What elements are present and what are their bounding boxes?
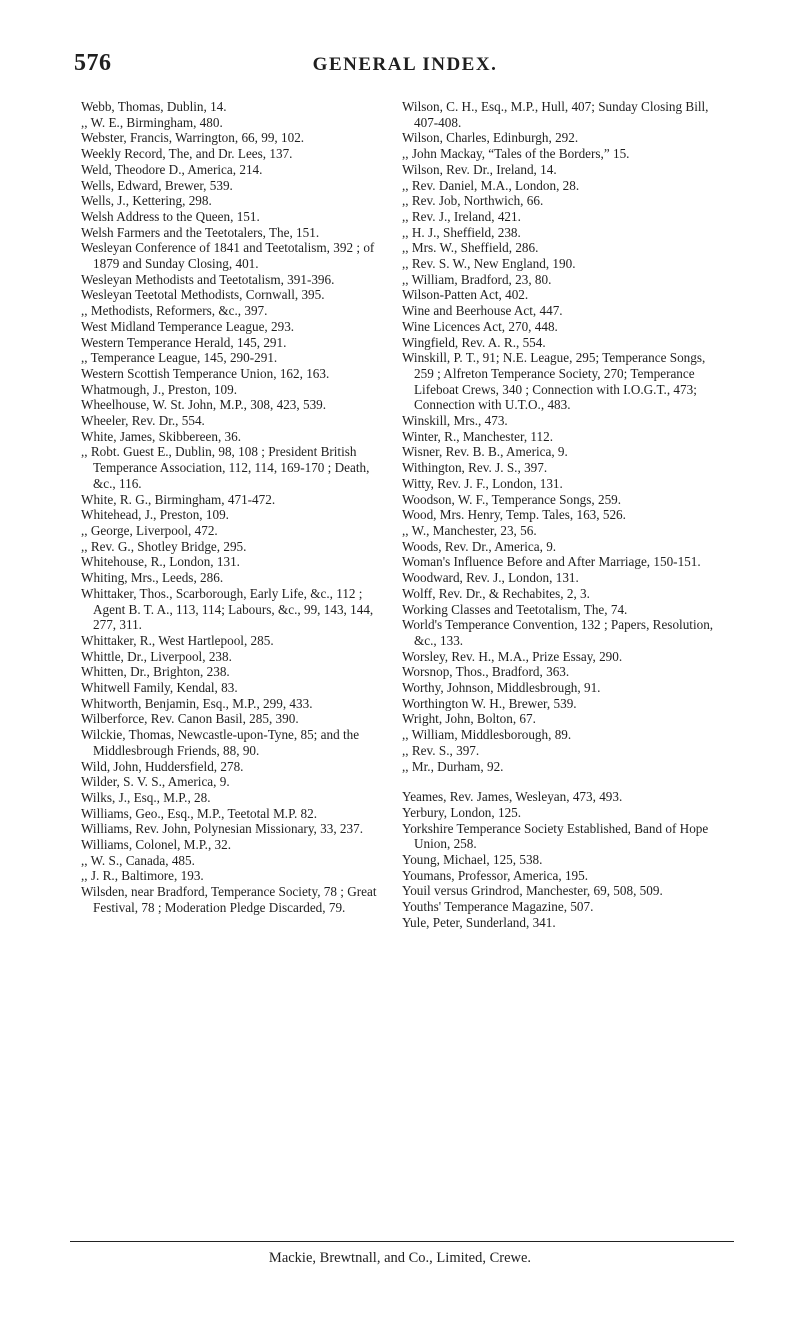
- index-entry: Yule, Peter, Sunderland, 341.: [402, 914, 556, 930]
- index-subentry: ,, John Mackay, “Tales of the Borders,” 15.: [402, 146, 630, 162]
- index-entry: Wilckie, Thomas, Newcastle-upon-Tyne, 85; and the Middlesbrough Friends, 88, 90.: [81, 727, 360, 758]
- index-entry: Whittaker, R., West Hartlepool, 285.: [81, 632, 274, 648]
- index-subentry: ,, W., Manchester, 23, 56.: [402, 522, 537, 538]
- index-entry: Wheeler, Rev. Dr., 554.: [81, 413, 205, 429]
- index-entry: Wilks, J., Esq., M.P., 28.: [81, 789, 211, 805]
- index-entry: Wesleyan Teetotal Methodists, Cornwall, 395.: [81, 287, 325, 303]
- index-entry: Youmans, Professor, America, 195.: [402, 867, 589, 883]
- index-subentry: ,, Rev. J., Ireland, 421.: [402, 208, 521, 224]
- index-subentry: ,, Rev. Job, Northwich, 66.: [402, 193, 544, 209]
- index-entry: World's Temperance Convention, 132 ; Papers, Resolution, &c., 133.: [402, 617, 714, 648]
- index-subentry: ,, Rev. S. W., New England, 190.: [402, 256, 576, 272]
- index-entry: Worthington W. H., Brewer, 539.: [402, 695, 577, 711]
- index-entry: Wesleyan Conference of 1841 and Teetotalism, 392 ; of 1879 and Sunday Closing, 401.: [81, 240, 375, 272]
- index-entry: Welsh Address to the Queen, 151.: [81, 208, 260, 224]
- index-entry: Wood, Mrs. Henry, Temp. Tales, 163, 526.: [402, 507, 626, 523]
- index-entry: Yeames, Rev. James, Wesleyan, 473, 493.: [402, 789, 623, 805]
- index-entry: Wilberforce, Rev. Canon Basil, 285, 390.: [81, 711, 299, 727]
- index-entry: Webb, Thomas, Dublin, 14.: [81, 99, 227, 114]
- page-number: 576: [74, 50, 112, 76]
- index-entry: Wild, John, Huddersfield, 278.: [81, 758, 244, 774]
- index-subentry: ,, George, Liverpool, 472.: [81, 522, 218, 538]
- index-entry: White, James, Skibbereen, 36.: [81, 428, 242, 444]
- index-entry: Whittle, Dr., Liverpool, 238.: [81, 648, 232, 664]
- index-subentry: ,, Mr., Durham, 92.: [402, 758, 504, 774]
- index-entry: Weld, Theodore D., America, 214.: [81, 161, 263, 177]
- index-entry: Young, Michael, 125, 538.: [402, 852, 543, 868]
- index-subentry: ,, W. S., Canada, 485.: [81, 852, 195, 868]
- index-entry: Whitehouse, R., London, 131.: [81, 554, 240, 570]
- index-entry: Wilsden, near Bradford, Temperance Society, 78 ; Great Festival, 78 ; Moderation Pledge Discarded, 79.: [81, 884, 377, 915]
- index-entry: Witty, Rev. J. F., London, 131.: [402, 475, 563, 491]
- index-entry: Western Scottish Temperance Union, 162, 163.: [81, 365, 330, 381]
- index-entry: Working Classes and Teetotalism, The, 74.: [402, 601, 628, 617]
- index-entry: Wells, J., Kettering, 298.: [81, 193, 212, 209]
- index-entry: Woodward, Rev. J., London, 131.: [402, 570, 579, 586]
- index-entry: Wilson, Charles, Edinburgh, 292.: [402, 130, 579, 146]
- index-subentry: ,, W. E., Birmingham, 480.: [81, 114, 223, 130]
- index-entry: Wright, John, Bolton, 67.: [402, 711, 536, 727]
- index-entry: Whitwell Family, Kendal, 83.: [81, 680, 238, 696]
- index-entry: Wisner, Rev. B. B., America, 9.: [402, 444, 568, 460]
- index-entry: Yerbury, London, 125.: [402, 804, 522, 820]
- index-entry: Whittaker, Thos., Scarborough, Early Life, &c., 112 ; Agent B. T. A., 113, 114; Labours, &c., 99, 143, 144, 277, 311.: [81, 585, 374, 633]
- index-entry: Withington, Rev. J. S., 397.: [402, 460, 548, 476]
- index-entry: West Midland Temperance League, 293.: [81, 318, 295, 334]
- page-header: [74, 50, 736, 80]
- index-entry: Welsh Farmers and the Teetotalers, The, 151.: [81, 224, 320, 240]
- index-entry: Williams, Colonel, M.P., 32.: [81, 837, 232, 853]
- index-entry: Worsnop, Thos., Bradford, 363.: [402, 664, 570, 680]
- index-entry: Whiting, Mrs., Leeds, 286.: [81, 570, 224, 586]
- index-entry: Wine Licences Act, 270, 448.: [402, 318, 558, 334]
- index-entry: Wilder, S. V. S., America, 9.: [81, 774, 230, 790]
- index-entry: White, R. G., Birmingham, 471-472.: [81, 491, 276, 507]
- index-entry: Wilson, Rev. Dr., Ireland, 14.: [402, 161, 557, 177]
- index-entry: Wingfield, Rev. A. R., 554.: [402, 334, 546, 350]
- index-entry: Yorkshire Temperance Society Established, Band of Hope Union, 258.: [402, 820, 709, 852]
- index-entry: Williams, Rev. John, Polynesian Missionary, 33, 237.: [81, 821, 364, 837]
- index-entry: Whatmough, J., Preston, 109.: [81, 381, 238, 397]
- index-entry: Woods, Rev. Dr., America, 9.: [402, 538, 557, 554]
- index-column-left: [81, 99, 395, 916]
- index-subentry: ,, Mrs. W., Sheffield, 286.: [402, 240, 539, 256]
- index-entry: Webster, Francis, Warrington, 66, 99, 102.: [81, 130, 305, 146]
- index-subentry: ,, H. J., Sheffield, 238.: [402, 224, 521, 240]
- index-column-right: [402, 99, 720, 931]
- index-entry: Woodson, W. F., Temperance Songs, 259.: [402, 491, 622, 507]
- index-entry: Woman's Influence Before and After Marriage, 150-151.: [402, 554, 701, 570]
- index-entry: Wine and Beerhouse Act, 447.: [402, 303, 563, 319]
- index-subentry: ,, Rev. S., 397.: [402, 742, 480, 758]
- index-entry: Western Temperance Herald, 145, 291.: [81, 334, 287, 350]
- index-entry: Whitworth, Benjamin, Esq., M.P., 299, 433.: [81, 695, 313, 711]
- index-entry: Winskill, Mrs., 473.: [402, 413, 508, 429]
- running-title: GENERAL INDEX.: [312, 54, 498, 75]
- letter-section-gap: [402, 774, 720, 789]
- index-entry: Wesleyan Methodists and Teetotalism, 391-396.: [81, 271, 335, 287]
- index-entry: Worthy, Johnson, Middlesbrough, 91.: [402, 680, 601, 696]
- index-entry: Youil versus Grindrod, Manchester, 69, 508, 509.: [402, 883, 663, 899]
- index-subentry: ,, J. R., Baltimore, 193.: [81, 868, 204, 884]
- index-entry: Wells, Edward, Brewer, 539.: [81, 177, 233, 193]
- index-entry: Winskill, P. T., 91; N.E. League, 295; Temperance Songs, 259 ; Alfreton Temperance Society, 270; Temperance Lifeboat Crews, 340 ; Connection with I.O.G.T., 473; Connection with U.T.O., 483.: [402, 350, 706, 413]
- printer-imprint: Mackie, Brewtnall, and Co., Limited, Crewe.: [268, 1250, 532, 1266]
- index-entry: Youths' Temperance Magazine, 507.: [402, 899, 594, 915]
- index-entry: Wheelhouse, W. St. John, M.P., 308, 423, 539.: [81, 397, 327, 413]
- index-subentry: ,, Temperance League, 145, 290-291.: [81, 350, 278, 366]
- index-entry: Wolff, Rev. Dr., & Rechabites, 2, 3.: [402, 585, 590, 601]
- index-subentry: ,, Methodists, Reformers, &c., 397.: [81, 303, 268, 319]
- index-subentry: ,, William, Middlesborough, 89.: [402, 727, 572, 743]
- index-entry: Worsley, Rev. H., M.A., Prize Essay, 290.: [402, 648, 623, 664]
- index-entry: Wilson-Patten Act, 402.: [402, 287, 529, 303]
- index-subentry: ,, William, Bradford, 23, 80.: [402, 271, 552, 287]
- index-entry: Williams, Geo., Esq., M.P., Teetotal M.P. 82.: [81, 805, 318, 821]
- index-subentry: ,, Rev. G., Shotley Bridge, 295.: [81, 538, 247, 554]
- index-entry: Whitehead, J., Preston, 109.: [81, 507, 229, 523]
- index-entry: Winter, R., Manchester, 112.: [402, 428, 554, 444]
- index-subentry: ,, Robt. Guest E., Dublin, 98, 108 ; President British Temperance Association, 112, 114, 169-170 ; Death, &c., 116.: [81, 444, 370, 491]
- footer-rule: [70, 1241, 734, 1242]
- index-subentry: ,, Rev. Daniel, M.A., London, 28.: [402, 177, 580, 193]
- index-entry: Whitten, Dr., Brighton, 238.: [81, 664, 230, 680]
- index-entry: Weekly Record, The, and Dr. Lees, 137.: [81, 146, 293, 162]
- index-entry: Wilson, C. H., Esq., M.P., Hull, 407; Sunday Closing Bill, 407-408.: [402, 99, 709, 130]
